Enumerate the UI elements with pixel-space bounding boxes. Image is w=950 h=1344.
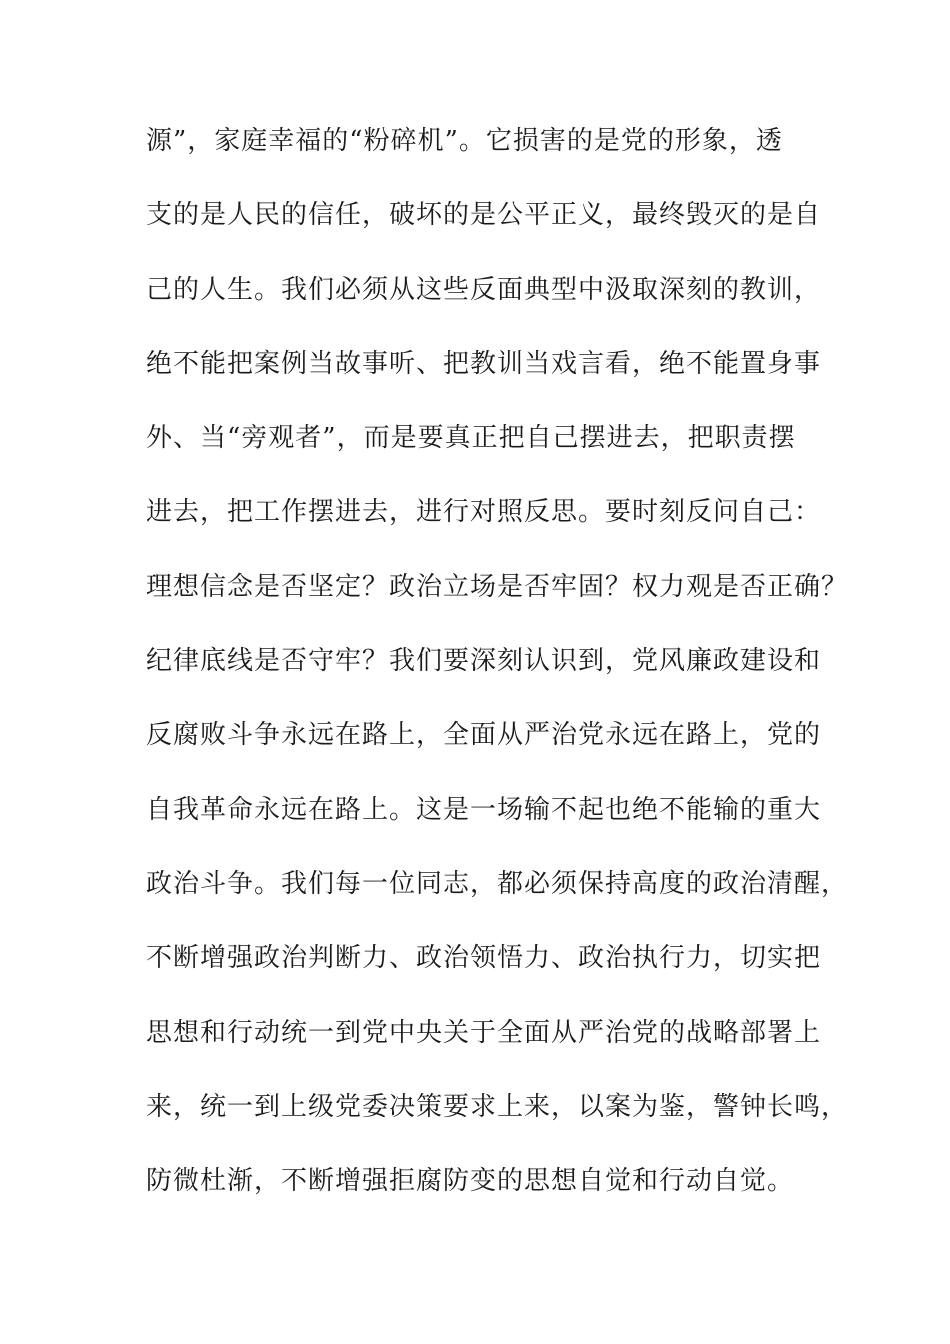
text-line: 源”，家庭幸福的“粉碎机”。它损害的是党的形象，透 xyxy=(146,126,783,156)
body-paragraph xyxy=(146,120,849,1234)
text-line: 反腐败斗争永远在路上，全面从严治党永远在路上，党的 xyxy=(146,720,822,751)
text-line: 自我革命永远在路上。这是一场输不起也绝不能输的重大 xyxy=(146,794,822,825)
text-line: 外、当“旁观者”，而是要真正把自己摆进去，把职责摆 xyxy=(146,423,796,454)
text-line: 防微杜渐，不断增强拒腐防变的思想自觉和行动自觉。 xyxy=(146,1166,795,1197)
text-line: 政治斗争。我们每一位同志，都必须保持高度的政治清醒， xyxy=(146,868,849,899)
text-line: 不断增强政治判断力、政治领悟力、政治执行力，切实把 xyxy=(146,943,822,974)
text-line: 思想和行动统一到党中央关于全面从严治党的战略部署上 xyxy=(146,1017,822,1048)
text-line: 来，统一到上级党委决策要求上来，以案为鉴，警钟长鸣， xyxy=(146,1091,849,1122)
text-line: 己的人生。我们必须从这些反面典型中汲取深刻的教训， xyxy=(146,274,822,305)
text-line: 进去，把工作摆进去，进行对照反思。要时刻反问自己： xyxy=(146,497,822,528)
text-line: 支的是人民的信任，破坏的是公平正义，最终毁灭的是自 xyxy=(146,200,822,231)
text-line: 纪律底线是否守牢？我们要深刻认识到，党风廉政建设和 xyxy=(146,646,822,677)
text-line: 绝不能把案例当故事听、把教训当戏言看，绝不能置身事 xyxy=(146,348,822,379)
text-line: 理想信念是否坚定？政治立场是否牢固？权力观是否正确？ xyxy=(146,571,849,602)
